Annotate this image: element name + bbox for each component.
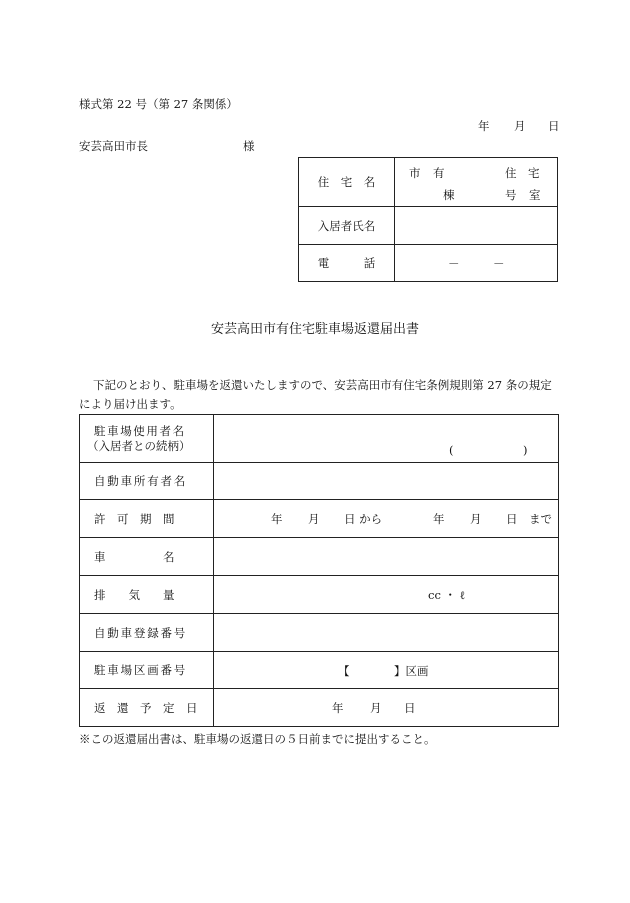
registration-field[interactable] [214, 614, 559, 652]
user-field[interactable] [214, 415, 559, 463]
user-label: 駐車場使用者名 [94, 423, 186, 438]
address-building: 棟 [443, 188, 455, 202]
details-table [79, 414, 559, 727]
displacement-unit: cc ・ ℓ [428, 588, 466, 602]
section-label: 駐車場区画番号 [94, 663, 188, 677]
phone-separator: － [448, 257, 460, 271]
date-month: 月 [514, 119, 526, 133]
displacement-label: 排 気 量 [94, 587, 175, 602]
address-number: 号 [505, 188, 517, 202]
document-title: 安芸高田市有住宅駐車場返還届出書 [210, 322, 419, 337]
displacement-field[interactable] [214, 576, 559, 614]
return-day: 日 [404, 701, 416, 715]
period-end-year: 年 [433, 512, 445, 526]
address-city: 市 [409, 166, 421, 180]
address-room: 室 [529, 188, 541, 202]
section-field[interactable] [214, 652, 559, 689]
address-owned: 有 [433, 166, 445, 180]
form-number: 様式第 22 号（第 27 条関係） [79, 97, 238, 111]
period-label: 許 可 期 間 [94, 511, 175, 526]
address-label: 住 宅 名 [299, 158, 395, 207]
phone-field[interactable] [395, 245, 558, 282]
section-label-cell [80, 652, 214, 689]
car-field[interactable] [214, 538, 559, 576]
footnote: ※この返還届出書は、駐車場の返還日の５日前までに提出すること。 [79, 732, 436, 746]
phone-separator: － [493, 257, 505, 271]
section-bracket-close: 】区画 [394, 664, 429, 678]
registration-label-cell [80, 614, 214, 652]
date-day: 日 [548, 119, 560, 133]
name-label: 入居者氏名 [299, 207, 395, 245]
owner-field[interactable] [214, 463, 559, 500]
honorific: 様 [243, 139, 255, 153]
owner-label: 自動車所有者名 [94, 474, 188, 488]
return-date-field[interactable] [214, 689, 559, 727]
section-bracket-open: 【 [338, 664, 350, 678]
relationship-paren-close: ) [523, 443, 528, 457]
address-field[interactable] [395, 158, 558, 207]
period-end-day: 日 まで [506, 512, 552, 526]
return-date-label-cell [80, 689, 214, 727]
period-label-cell [80, 500, 214, 538]
return-year: 年 [332, 701, 344, 715]
addressee: 安芸高田市長 [79, 139, 148, 153]
period-end-month: 月 [470, 512, 482, 526]
relationship-paren-open: ( [449, 443, 454, 457]
date-year: 年 [478, 119, 490, 133]
user-label-cell [80, 415, 214, 463]
applicant-table [298, 157, 558, 282]
car-label: 車 名 [94, 549, 175, 564]
registration-label: 自動車登録番号 [94, 625, 188, 640]
address-housing: 住 宅 [505, 166, 540, 180]
displacement-label-cell [80, 576, 214, 614]
period-start-month: 月 [308, 512, 320, 526]
relationship-label: （入居者との続柄） [87, 438, 191, 453]
return-month: 月 [370, 701, 382, 715]
owner-label-cell [80, 463, 214, 500]
intro-text-line1: 下記のとおり、駐車場を返還いたしますので、安芸高田市有住宅条例規則第 27 条の規定 [93, 378, 552, 392]
period-field[interactable] [214, 500, 559, 538]
period-start-day: 日 から [344, 512, 383, 526]
period-start-year: 年 [271, 512, 283, 526]
phone-label: 電 話 [299, 245, 395, 282]
return-date-label: 返 還 予 定 日 [94, 700, 198, 715]
car-label-cell [80, 538, 214, 576]
name-field[interactable] [395, 207, 558, 245]
intro-text-line2: により届け出ます。 [79, 397, 182, 411]
